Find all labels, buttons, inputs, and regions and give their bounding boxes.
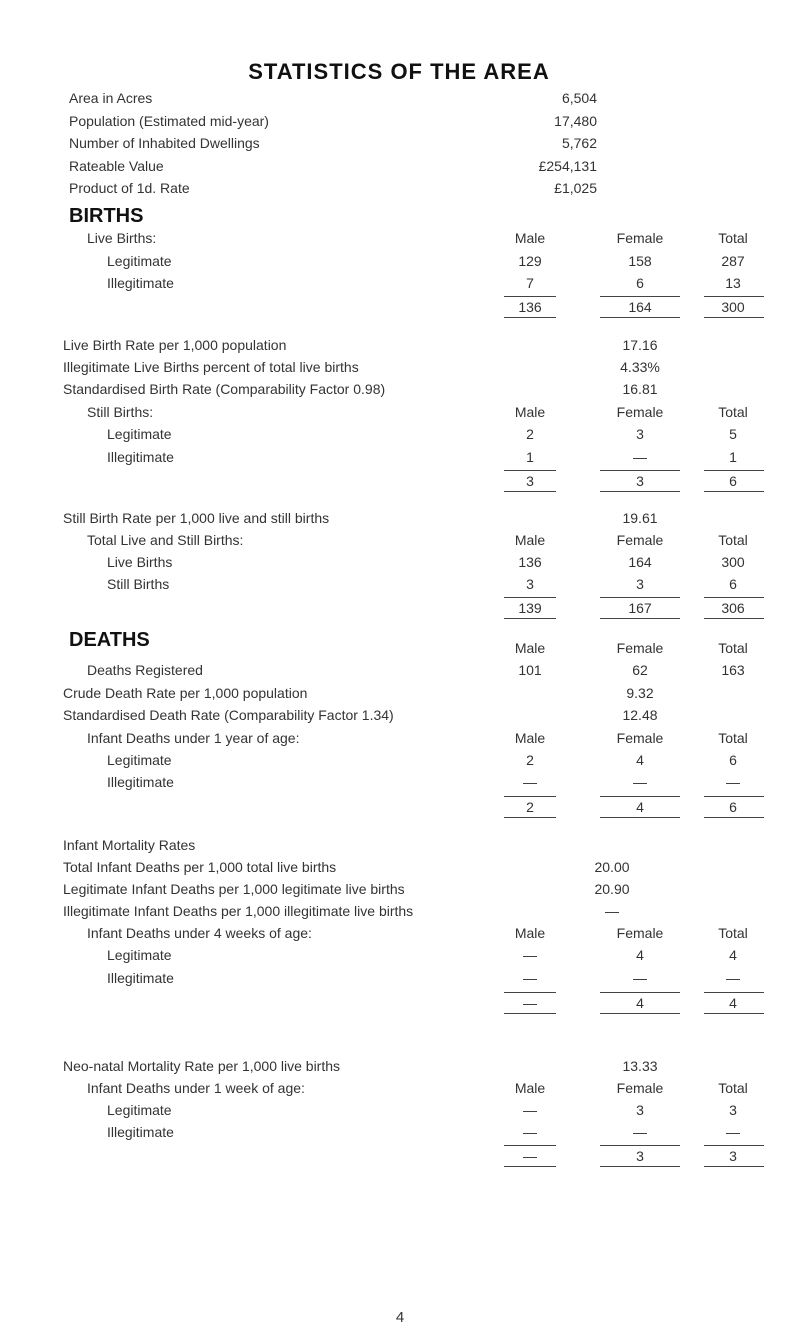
sum-rule (600, 597, 680, 598)
cell-total: — (726, 774, 740, 790)
cell-total: — (726, 1124, 740, 1140)
cell-female: 3 (636, 426, 644, 442)
live-births-label: Live Births: (87, 230, 157, 246)
total-male: — (523, 1148, 537, 1164)
sum-rule (504, 1145, 556, 1146)
birth-rate-value: 17.16 (622, 337, 658, 353)
neo-natal-label: Neo-natal Mortality Rate per 1,000 live births (63, 1058, 341, 1074)
w1-deaths-label: Infant Deaths under 1 week of age: (87, 1080, 305, 1096)
rateable-label: Rateable Value (69, 158, 164, 174)
cell-total: 163 (721, 662, 745, 678)
cell-male: — (523, 970, 537, 986)
cell-male: 1 (526, 449, 534, 465)
cell-female: — (633, 1124, 647, 1140)
total-total: 306 (721, 600, 745, 616)
area-label: Area in Acres (69, 90, 153, 106)
sum-rule (504, 618, 556, 619)
sum-rule (704, 317, 764, 318)
deaths-heading: DEATHS (69, 629, 150, 651)
neo-natal-value: 13.33 (622, 1058, 658, 1074)
cell-female: 62 (632, 662, 648, 678)
sum-rule (704, 470, 764, 471)
births-heading: BIRTHS (69, 205, 144, 227)
birth-rate-label: Live Birth Rate per 1,000 population (63, 337, 287, 353)
total-male: 3 (526, 473, 534, 489)
std-birth-label: Standardised Birth Rate (Comparability Factor 0.98) (63, 381, 386, 397)
still-rate-label: Still Birth Rate per 1,000 live and still births (63, 510, 330, 526)
total-ls-label: Total Live and Still Births: (87, 532, 244, 548)
row-label: Legitimate (107, 947, 172, 963)
col-male: Male (514, 925, 546, 941)
col-female: Female (616, 1080, 664, 1096)
total-female: 3 (636, 1148, 644, 1164)
row-label: Illegitimate (107, 449, 174, 465)
crude-death-value: 9.32 (626, 685, 654, 701)
deaths-registered-label: Deaths Registered (87, 662, 203, 678)
col-male: Male (514, 640, 546, 656)
row-label: Legitimate (107, 1102, 172, 1118)
cell-female: 6 (636, 275, 644, 291)
still-rate-value: 19.61 (622, 510, 658, 526)
total-male: — (523, 995, 537, 1011)
cell-female: 3 (636, 1102, 644, 1118)
row-label: Illegitimate (107, 275, 174, 291)
col-total: Total (718, 230, 748, 246)
page-title: STATISTICS OF THE AREA (248, 59, 550, 84)
sum-rule (704, 597, 764, 598)
sum-rule (504, 597, 556, 598)
imr-legit-value: 20.90 (594, 881, 630, 897)
cell-total: 5 (729, 426, 737, 442)
std-death-value: 12.48 (622, 707, 658, 723)
imr-heading: Infant Mortality Rates (63, 837, 196, 853)
total-male: 136 (518, 299, 542, 315)
total-female: 167 (628, 600, 652, 616)
imr-illegit-value: — (605, 903, 619, 919)
cell-male: — (523, 774, 537, 790)
sum-rule (504, 317, 556, 318)
total-female: 4 (636, 995, 644, 1011)
population-label: Population (Estimated mid-year) (69, 113, 269, 129)
cell-female: — (633, 449, 647, 465)
col-male: Male (514, 1080, 546, 1096)
imr-illegit-label: Illegitimate Infant Deaths per 1,000 illegitimate live births (63, 903, 414, 919)
cell-total: 287 (721, 253, 745, 269)
cell-female: 158 (628, 253, 652, 269)
col-female: Female (616, 730, 664, 746)
imr-total-label: Total Infant Deaths per 1,000 total live births (63, 859, 337, 875)
imr-total-value: 20.00 (594, 859, 630, 875)
sum-rule (504, 817, 556, 818)
area-value: 6,504 (561, 90, 597, 106)
col-male: Male (514, 730, 546, 746)
cell-male: 101 (518, 662, 542, 678)
imr-legit-label: Legitimate Infant Deaths per 1,000 legitimate live births (63, 881, 405, 897)
cell-female: 3 (636, 576, 644, 592)
crude-death-label: Crude Death Rate per 1,000 population (63, 685, 308, 701)
w4-deaths-label: Infant Deaths under 4 weeks of age: (87, 925, 312, 941)
product-label: Product of 1d. Rate (69, 180, 190, 196)
cell-male: 129 (518, 253, 542, 269)
cell-total: 13 (725, 275, 741, 291)
col-total: Total (718, 730, 748, 746)
cell-female: — (633, 774, 647, 790)
cell-female: 4 (636, 752, 644, 768)
row-label: Illegitimate (107, 774, 174, 790)
infant-deaths-label: Infant Deaths under 1 year of age: (87, 730, 300, 746)
cell-male: 7 (526, 275, 534, 291)
col-male: Male (514, 230, 546, 246)
sum-rule (704, 817, 764, 818)
sum-rule (600, 817, 680, 818)
total-female: 4 (636, 799, 644, 815)
sum-rule (504, 1013, 556, 1014)
sum-rule (600, 317, 680, 318)
sum-rule (704, 796, 764, 797)
sum-rule (600, 1166, 680, 1167)
sum-rule (600, 491, 680, 492)
total-total: 300 (721, 299, 745, 315)
total-female: 164 (628, 299, 652, 315)
cell-male: — (523, 1124, 537, 1140)
total-total: 4 (729, 995, 737, 1011)
col-male: Male (514, 404, 546, 420)
row-label: Legitimate (107, 752, 172, 768)
row-label: Still Births (107, 576, 170, 592)
row-label: Illegitimate (107, 1124, 174, 1140)
rateable-value: £254,131 (538, 158, 597, 174)
row-label: Legitimate (107, 426, 172, 442)
cell-male: 3 (526, 576, 534, 592)
sum-rule (504, 296, 556, 297)
sum-rule (704, 296, 764, 297)
cell-male: 136 (518, 554, 542, 570)
total-total: 6 (729, 799, 737, 815)
sum-rule (504, 491, 556, 492)
illegit-pct-label: Illegitimate Live Births percent of total live births (63, 359, 359, 375)
dwellings-value: 5,762 (561, 135, 597, 151)
col-female: Female (616, 404, 664, 420)
cell-male: 2 (526, 426, 534, 442)
col-total: Total (718, 640, 748, 656)
col-female: Female (616, 532, 664, 548)
dwellings-label: Number of Inhabited Dwellings (69, 135, 260, 151)
sum-rule (704, 1166, 764, 1167)
col-female: Female (616, 230, 664, 246)
sum-rule (704, 618, 764, 619)
cell-total: 1 (729, 449, 737, 465)
sum-rule (704, 491, 764, 492)
cell-total: 6 (729, 752, 737, 768)
sum-rule (704, 1145, 764, 1146)
cell-female: — (633, 970, 647, 986)
total-female: 3 (636, 473, 644, 489)
col-total: Total (718, 1080, 748, 1096)
illegit-pct-value: 4.33% (620, 359, 660, 375)
cell-total: 6 (729, 576, 737, 592)
sum-rule (704, 1013, 764, 1014)
sum-rule (704, 992, 764, 993)
col-total: Total (718, 404, 748, 420)
sum-rule (600, 796, 680, 797)
sum-rule (504, 992, 556, 993)
cell-female: 164 (628, 554, 652, 570)
col-female: Female (616, 640, 664, 656)
cell-total: — (726, 970, 740, 986)
sum-rule (600, 296, 680, 297)
sum-rule (504, 796, 556, 797)
cell-female: 4 (636, 947, 644, 963)
cell-male: 2 (526, 752, 534, 768)
row-label: Live Births (107, 554, 173, 570)
col-female: Female (616, 925, 664, 941)
sum-rule (504, 1166, 556, 1167)
total-total: 6 (729, 473, 737, 489)
sum-rule (600, 1013, 680, 1014)
std-birth-value: 16.81 (622, 381, 658, 397)
page-number: 4 (395, 1309, 405, 1326)
sum-rule (504, 470, 556, 471)
sum-rule (600, 1145, 680, 1146)
col-total: Total (718, 925, 748, 941)
std-death-label: Standardised Death Rate (Comparability Factor 1.34) (63, 707, 394, 723)
row-label: Legitimate (107, 253, 172, 269)
still-births-label: Still Births: (87, 404, 154, 420)
cell-male: — (523, 947, 537, 963)
cell-total: 3 (729, 1102, 737, 1118)
sum-rule (600, 470, 680, 471)
population-value: 17,480 (554, 113, 597, 129)
total-total: 3 (729, 1148, 737, 1164)
sum-rule (600, 618, 680, 619)
total-male: 139 (518, 600, 542, 616)
col-male: Male (514, 532, 546, 548)
sum-rule (600, 992, 680, 993)
cell-total: 4 (729, 947, 737, 963)
cell-male: — (523, 1102, 537, 1118)
total-male: 2 (526, 799, 534, 815)
row-label: Illegitimate (107, 970, 174, 986)
cell-total: 300 (721, 554, 745, 570)
product-value: £1,025 (554, 180, 597, 196)
col-total: Total (718, 532, 748, 548)
